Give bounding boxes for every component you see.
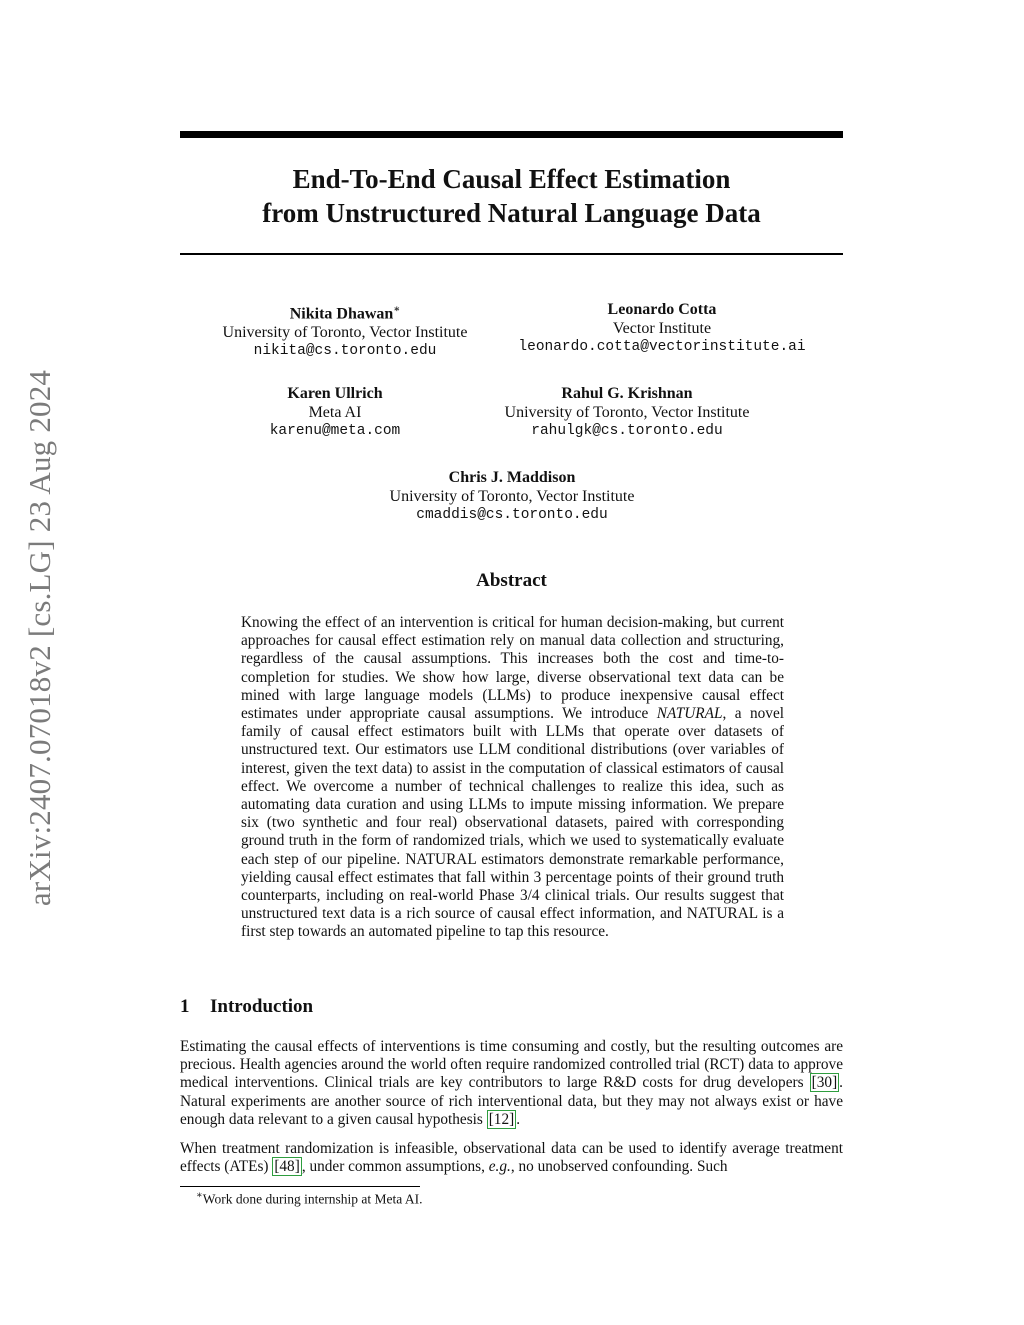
citation-link[interactable]: [12] [488,1110,515,1128]
section-heading: 1 Introduction [180,996,314,1017]
intro-paragraph-1: Estimating the causal effects of interventions is time consuming and costly, but the resulting outcomes are precious. Health agencies around the world often require randomized controlled trial (RCT) data to approve medical interventions. Clinical trials are key contributors to large R&D costs for drug developers [30] . Natural experiments are another source of rich interventional data, but they may not always exist or have enough data relevant to a given causal hypothesis [12] . [180,1038,843,1128]
author-email[interactable]: nikita@cs.toronto.edu [253,343,437,360]
author-email[interactable]: cmaddis@cs.toronto.edu [416,507,608,523]
title-line-2: from Unstructured Natural Language Data [262,198,761,228]
arxiv-side-stamp: arXiv:2407.07018v2 [cs.LG] 23 Aug 2024 [22,369,57,907]
abstract-body: Knowing the effect of an intervention is critical for human decision-making, but current approaches for causal effect estimation rely on manual data collection and structuring, regardless of the causal assumptions. This increases both the cost and time-to-completion for studies. We show how large, diverse observational text data can be mined with large language models (LLMs) to produce inexpensive causal effect estimates under appropriate causal assumptions. We introduce NATURAL, a novel family of causal effect estimators built with LLMs that operate over datasets of unstructured text. Our estimators use LLM conditional distributions (over variables of interest, given the text data) to assist in the computation of classical estimators of causal effect. We overcome a number of technical challenges to realize this idea, such as automating data curation and using LLMs to impute missing information. We prepare six (two synthetic and four real) observational datasets, paired with corresponding ground truth in the form of randomized trials, which we used to systematically evaluate each step of our pipeline. NATURAL estimators demonstrate remarkable performance, yielding causal effect estimates that fall within 3 percentage points of their ground truth counterparts, including on real-world Phase 3/4 clinical trials. Our results suggest that unstructured text data is a rich source of causal effect information, and NATURAL is a first step towards an automated pipeline to tap this resource. [241,614,784,941]
abstract-heading: Abstract [476,570,547,591]
author-email[interactable]: leonardo.cotta@vectorinstitute.ai [518,339,806,355]
title-line-1: End-To-End Causal Effect Estimation [292,164,731,194]
author-block [195,384,475,441]
author-affiliation: University of Toronto, Vector Institute [222,324,468,342]
author-block [372,468,652,525]
footnote-rule [180,1186,420,1187]
paper-title [180,162,843,230]
author-email[interactable]: rahulgk@cs.toronto.edu [531,423,723,439]
author-name: Chris J. Maddison [448,469,576,486]
title-rule-top [180,131,843,138]
intro-paragraph-2: When treatment randomization is infeasible, observational data can be used to identify average treatment effects (ATEs) [48] , under common assumptions, e.g., no unobserved confounding. Such [180,1140,843,1176]
author-affiliation: University of Toronto, Vector Institute [504,404,750,421]
author-name: Karen Ullrich [287,385,383,402]
author-block [487,384,767,441]
author-name: Nikita Dhawan∗ [289,304,401,323]
author-name: Rahul G. Krishnan [561,385,693,402]
footnote: ∗Work done during internship at Meta AI. [196,1190,423,1207]
citation-link[interactable]: [48] [274,1158,300,1176]
natural-emphasis: NATURAL [656,705,723,723]
author-name: Leonardo Cotta [607,301,717,318]
author-affiliation: University of Toronto, Vector Institute [389,488,635,505]
author-email[interactable]: karenu@meta.com [269,423,401,439]
citation-link[interactable]: [30] [811,1074,838,1092]
author-block [502,300,822,357]
author-affiliation: Meta AI [308,404,362,421]
title-rule-bottom [180,253,843,255]
author-block [205,300,485,361]
author-affiliation: Vector Institute [612,320,712,337]
